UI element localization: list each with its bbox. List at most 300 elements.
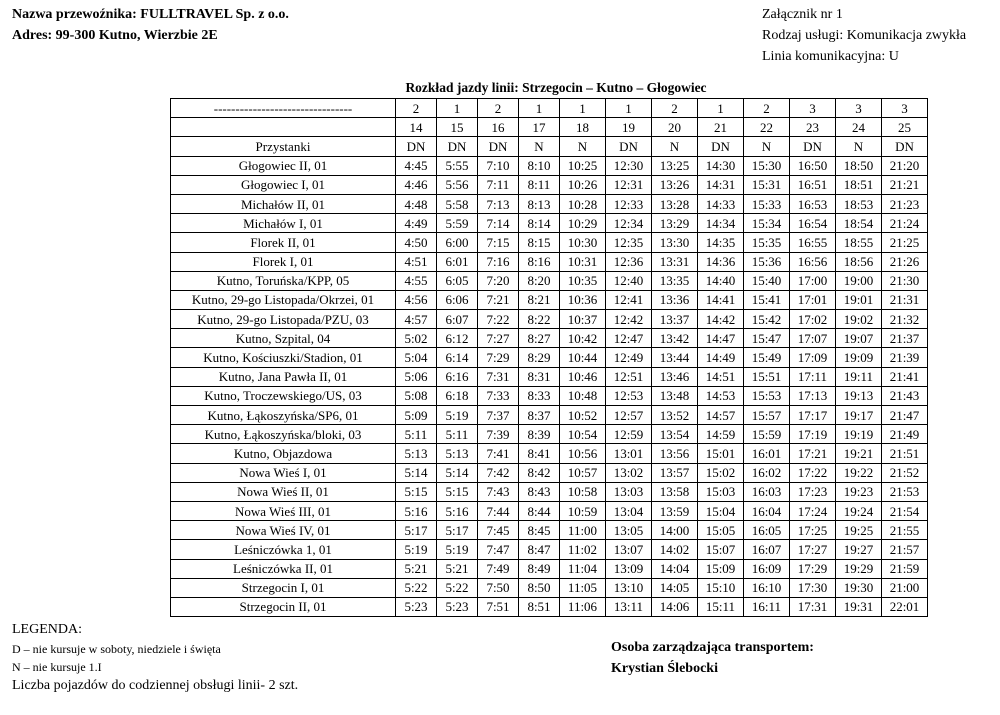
departure-time: 8:43 <box>519 482 560 501</box>
departure-time: 18:53 <box>836 194 882 213</box>
departure-time: 13:48 <box>652 386 698 405</box>
departure-time: 21:23 <box>882 194 928 213</box>
course-row-cell: 14 <box>396 118 437 137</box>
departure-time: 21:52 <box>882 463 928 482</box>
departure-time: 14:36 <box>698 252 744 271</box>
table-row <box>171 578 928 597</box>
departure-time: 13:29 <box>652 214 698 233</box>
variant-row-cell: 2 <box>652 99 698 118</box>
departure-time: 15:51 <box>744 367 790 386</box>
table-row <box>171 501 928 520</box>
departure-time: 21:59 <box>882 559 928 578</box>
carrier-name: Nazwa przewoźnika: FULLTRAVEL Sp. z o.o. <box>12 7 289 22</box>
departure-time: 7:11 <box>478 175 519 194</box>
departure-time: 7:49 <box>478 559 519 578</box>
departure-time: 18:51 <box>836 175 882 194</box>
departure-time: 14:49 <box>698 348 744 367</box>
departure-time: 15:11 <box>698 597 744 616</box>
line-label: Linia komunikacyjna: U <box>762 49 899 64</box>
departure-time: 13:59 <box>652 501 698 520</box>
departure-time: 21:37 <box>882 329 928 348</box>
departure-time: 17:00 <box>790 271 836 290</box>
stop-name: Leśniczówka II, 01 <box>171 559 396 578</box>
departure-time: 5:04 <box>396 348 437 367</box>
stop-name: Kutno, 29-go Listopada/Okrzei, 01 <box>171 290 396 309</box>
marks-row-cell: DN <box>606 137 652 156</box>
departure-time: 10:37 <box>560 310 606 329</box>
stop-name: Kutno, Łąkoszyńska/bloki, 03 <box>171 425 396 444</box>
variant-row-cell: 1 <box>560 99 606 118</box>
manager-label: Osoba zarządzająca transportem: <box>611 640 814 655</box>
departure-time: 6:14 <box>437 348 478 367</box>
departure-time: 16:05 <box>744 521 790 540</box>
departure-time: 10:46 <box>560 367 606 386</box>
departure-time: 21:00 <box>882 578 928 597</box>
departure-time: 21:53 <box>882 482 928 501</box>
departure-time: 16:03 <box>744 482 790 501</box>
departure-time: 5:19 <box>396 540 437 559</box>
departure-time: 13:25 <box>652 156 698 175</box>
departure-time: 21:26 <box>882 252 928 271</box>
departure-time: 5:14 <box>437 463 478 482</box>
departure-time: 12:35 <box>606 233 652 252</box>
variant-row-cell: 3 <box>882 99 928 118</box>
departure-time: 12:53 <box>606 386 652 405</box>
departure-time: 16:55 <box>790 233 836 252</box>
stop-name: Nowa Wieś II, 01 <box>171 482 396 501</box>
departure-time: 14:06 <box>652 597 698 616</box>
departure-time: 21:30 <box>882 271 928 290</box>
departure-time: 13:52 <box>652 406 698 425</box>
departure-time: 14:59 <box>698 425 744 444</box>
departure-time: 21:20 <box>882 156 928 175</box>
departure-time: 15:40 <box>744 271 790 290</box>
transport-manager <box>611 637 814 679</box>
departure-time: 8:51 <box>519 597 560 616</box>
departure-time: 21:24 <box>882 214 928 233</box>
departure-time: 16:56 <box>790 252 836 271</box>
stop-name: Kutno, Toruńska/KPP, 05 <box>171 271 396 290</box>
departure-time: 7:50 <box>478 578 519 597</box>
departure-time: 5:22 <box>437 578 478 597</box>
variant-row-cell: 2 <box>478 99 519 118</box>
departure-time: 17:13 <box>790 386 836 405</box>
departure-time: 17:17 <box>790 406 836 425</box>
departure-time: 12:59 <box>606 425 652 444</box>
course-row-cell: 22 <box>744 118 790 137</box>
departure-time: 19:31 <box>836 597 882 616</box>
departure-time: 7:15 <box>478 233 519 252</box>
departure-time: 7:47 <box>478 540 519 559</box>
departure-time: 5:19 <box>437 540 478 559</box>
course-row-cell: 17 <box>519 118 560 137</box>
timetable-title: Rozkład jazdy linii: Strzegocin – Kutno – Głogowiec <box>405 80 707 95</box>
departure-time: 13:07 <box>606 540 652 559</box>
legend-item-n: N – nie kursuje 1.I <box>12 660 102 674</box>
departure-time: 17:02 <box>790 310 836 329</box>
course-row-cell: 20 <box>652 118 698 137</box>
departure-time: 5:23 <box>396 597 437 616</box>
departure-time: 21:51 <box>882 444 928 463</box>
departure-time: 14:34 <box>698 214 744 233</box>
departure-time: 6:06 <box>437 290 478 309</box>
departure-time: 8:33 <box>519 386 560 405</box>
manager-name: Krystian Ślebocki <box>611 661 718 676</box>
departure-time: 17:01 <box>790 290 836 309</box>
departure-time: 11:06 <box>560 597 606 616</box>
departure-time: 5:09 <box>396 406 437 425</box>
departure-time: 8:14 <box>519 214 560 233</box>
departure-time: 12:57 <box>606 406 652 425</box>
marks-row-cell: DN <box>437 137 478 156</box>
departure-time: 6:18 <box>437 386 478 405</box>
departure-time: 4:46 <box>396 175 437 194</box>
departure-time: 15:33 <box>744 194 790 213</box>
legend <box>12 620 298 696</box>
departure-time: 17:21 <box>790 444 836 463</box>
departure-time: 8:42 <box>519 463 560 482</box>
table-row <box>171 214 928 233</box>
departure-time: 10:59 <box>560 501 606 520</box>
stop-name: Kutno, Kościuszki/Stadion, 01 <box>171 348 396 367</box>
departure-time: 10:35 <box>560 271 606 290</box>
departure-time: 18:55 <box>836 233 882 252</box>
departure-time: 21:25 <box>882 233 928 252</box>
departure-time: 13:04 <box>606 501 652 520</box>
legend-item-d: D – nie kursuje w soboty, niedziele i święta <box>12 642 221 656</box>
departure-time: 5:17 <box>437 521 478 540</box>
departure-time: 13:11 <box>606 597 652 616</box>
departure-time: 15:57 <box>744 406 790 425</box>
departure-time: 7:21 <box>478 290 519 309</box>
departure-time: 17:07 <box>790 329 836 348</box>
departure-time: 13:35 <box>652 271 698 290</box>
course-row-cell: 24 <box>836 118 882 137</box>
departure-time: 16:02 <box>744 463 790 482</box>
departure-time: 14:31 <box>698 175 744 194</box>
departure-time: 10:26 <box>560 175 606 194</box>
departure-time: 8:11 <box>519 175 560 194</box>
departure-time: 5:17 <box>396 521 437 540</box>
departure-time: 22:01 <box>882 597 928 616</box>
departure-time: 15:10 <box>698 578 744 597</box>
marks-row-cell: N <box>560 137 606 156</box>
departure-time: 7:29 <box>478 348 519 367</box>
stop-name: Kutno, Łąkoszyńska/SP6, 01 <box>171 406 396 425</box>
departure-time: 17:22 <box>790 463 836 482</box>
departure-time: 10:48 <box>560 386 606 405</box>
departure-time: 8:47 <box>519 540 560 559</box>
course-row-cell: 23 <box>790 118 836 137</box>
table-row <box>171 329 928 348</box>
stop-name: Kutno, 29-go Listopada/PZU, 03 <box>171 310 396 329</box>
table-row <box>171 386 928 405</box>
departure-time: 7:27 <box>478 329 519 348</box>
departure-time: 5:23 <box>437 597 478 616</box>
departure-time: 4:56 <box>396 290 437 309</box>
departure-time: 7:10 <box>478 156 519 175</box>
stop-name: Głogowiec II, 01 <box>171 156 396 175</box>
marks-row-cell: DN <box>396 137 437 156</box>
departure-time: 17:30 <box>790 578 836 597</box>
table-row <box>171 444 928 463</box>
departure-time: 6:00 <box>437 233 478 252</box>
departure-time: 8:21 <box>519 290 560 309</box>
stop-name: Strzegocin I, 01 <box>171 578 396 597</box>
departure-time: 13:05 <box>606 521 652 540</box>
departure-time: 17:27 <box>790 540 836 559</box>
departure-time: 4:50 <box>396 233 437 252</box>
departure-time: 17:29 <box>790 559 836 578</box>
departure-time: 16:53 <box>790 194 836 213</box>
departure-time: 12:31 <box>606 175 652 194</box>
departure-time: 5:14 <box>396 463 437 482</box>
table-row <box>171 521 928 540</box>
table-row <box>171 482 928 501</box>
departure-time: 8:31 <box>519 367 560 386</box>
departure-time: 4:51 <box>396 252 437 271</box>
marks-row-cell: DN <box>882 137 928 156</box>
table-row <box>171 367 928 386</box>
departure-time: 10:31 <box>560 252 606 271</box>
departure-time: 19:21 <box>836 444 882 463</box>
departure-time: 8:27 <box>519 329 560 348</box>
marks-row-cell: N <box>519 137 560 156</box>
stop-name: Michałów II, 01 <box>171 194 396 213</box>
course-row-cell: 15 <box>437 118 478 137</box>
departure-time: 8:29 <box>519 348 560 367</box>
stop-name: Głogowiec I, 01 <box>171 175 396 194</box>
departure-time: 5:15 <box>437 482 478 501</box>
departure-time: 18:56 <box>836 252 882 271</box>
departure-time: 19:13 <box>836 386 882 405</box>
departure-time: 10:54 <box>560 425 606 444</box>
stop-name: Nowa Wieś I, 01 <box>171 463 396 482</box>
departure-time: 6:07 <box>437 310 478 329</box>
departure-time: 15:01 <box>698 444 744 463</box>
departure-time: 14:00 <box>652 521 698 540</box>
departure-time: 15:05 <box>698 521 744 540</box>
departure-time: 17:31 <box>790 597 836 616</box>
departure-time: 14:40 <box>698 271 744 290</box>
departure-time: 12:41 <box>606 290 652 309</box>
departure-time: 13:28 <box>652 194 698 213</box>
stop-name: Nowa Wieś IV, 01 <box>171 521 396 540</box>
departure-time: 10:42 <box>560 329 606 348</box>
departure-time: 13:03 <box>606 482 652 501</box>
departure-time: 15:53 <box>744 386 790 405</box>
departure-time: 14:33 <box>698 194 744 213</box>
departure-time: 10:44 <box>560 348 606 367</box>
departure-time: 21:49 <box>882 425 928 444</box>
departure-time: 12:34 <box>606 214 652 233</box>
departure-time: 8:37 <box>519 406 560 425</box>
departure-time: 15:49 <box>744 348 790 367</box>
departure-time: 5:58 <box>437 194 478 213</box>
departure-time: 16:09 <box>744 559 790 578</box>
departure-time: 11:05 <box>560 578 606 597</box>
departure-time: 7:45 <box>478 521 519 540</box>
departure-time: 5:19 <box>437 406 478 425</box>
departure-time: 21:54 <box>882 501 928 520</box>
departure-time: 13:56 <box>652 444 698 463</box>
marks-row-cell: DN <box>478 137 519 156</box>
departure-time: 5:21 <box>396 559 437 578</box>
table-row <box>171 559 928 578</box>
departure-time: 13:09 <box>606 559 652 578</box>
departure-time: 21:41 <box>882 367 928 386</box>
departure-time: 14:05 <box>652 578 698 597</box>
departure-time: 18:50 <box>836 156 882 175</box>
vehicle-count: Liczba pojazdów do codziennej obsługi linii- 2 szt. <box>12 678 299 693</box>
departure-time: 16:51 <box>790 175 836 194</box>
course-row-cell: 19 <box>606 118 652 137</box>
departure-time: 16:10 <box>744 578 790 597</box>
departure-time: 13:02 <box>606 463 652 482</box>
departure-time: 8:41 <box>519 444 560 463</box>
departure-time: 8:50 <box>519 578 560 597</box>
departure-time: 5:08 <box>396 386 437 405</box>
departure-time: 21:47 <box>882 406 928 425</box>
departure-time: 8:45 <box>519 521 560 540</box>
departure-time: 5:55 <box>437 156 478 175</box>
course-row-cell: 21 <box>698 118 744 137</box>
departure-time: 7:16 <box>478 252 519 271</box>
departure-time: 17:19 <box>790 425 836 444</box>
departure-time: 5:56 <box>437 175 478 194</box>
departure-time: 15:59 <box>744 425 790 444</box>
departure-time: 7:51 <box>478 597 519 616</box>
departure-time: 8:15 <box>519 233 560 252</box>
table-row <box>171 233 928 252</box>
departure-time: 5:22 <box>396 578 437 597</box>
stop-name: Florek I, 01 <box>171 252 396 271</box>
departure-time: 19:11 <box>836 367 882 386</box>
departure-time: 7:37 <box>478 406 519 425</box>
variant-row-cell: 1 <box>606 99 652 118</box>
departure-time: 17:24 <box>790 501 836 520</box>
departure-time: 19:19 <box>836 425 882 444</box>
departure-time: 13:10 <box>606 578 652 597</box>
departure-time: 19:09 <box>836 348 882 367</box>
marks-row-cell: DN <box>790 137 836 156</box>
table-row <box>171 348 928 367</box>
table-row <box>171 406 928 425</box>
departure-time: 12:42 <box>606 310 652 329</box>
table-row <box>171 597 928 616</box>
stop-name: Strzegocin II, 01 <box>171 597 396 616</box>
departure-time: 21:43 <box>882 386 928 405</box>
departure-time: 5:16 <box>437 501 478 520</box>
departure-time: 8:39 <box>519 425 560 444</box>
departure-time: 7:39 <box>478 425 519 444</box>
departure-time: 14:47 <box>698 329 744 348</box>
departure-time: 19:22 <box>836 463 882 482</box>
table-row <box>171 425 928 444</box>
departure-time: 7:13 <box>478 194 519 213</box>
variant-row-cell: 2 <box>396 99 437 118</box>
timetable-table <box>170 98 928 617</box>
departure-time: 12:30 <box>606 156 652 175</box>
departure-time: 11:02 <box>560 540 606 559</box>
stop-name: Leśniczówka 1, 01 <box>171 540 396 559</box>
dashes-cell: -------------------------------- <box>171 99 396 118</box>
carrier-header <box>12 4 289 46</box>
departure-time: 12:51 <box>606 367 652 386</box>
table-row <box>171 194 928 213</box>
departure-time: 6:12 <box>437 329 478 348</box>
departure-time: 19:00 <box>836 271 882 290</box>
departure-time: 19:07 <box>836 329 882 348</box>
table-row <box>171 271 928 290</box>
variant-row-cell: 1 <box>698 99 744 118</box>
stop-name: Michałów I, 01 <box>171 214 396 233</box>
departure-time: 7:20 <box>478 271 519 290</box>
departure-time: 16:04 <box>744 501 790 520</box>
departure-time: 19:24 <box>836 501 882 520</box>
departure-time: 19:30 <box>836 578 882 597</box>
departure-time: 8:16 <box>519 252 560 271</box>
variant-row-cell: 3 <box>836 99 882 118</box>
table-row <box>171 463 928 482</box>
legend-title: LEGENDA: <box>12 622 82 637</box>
departure-time: 18:54 <box>836 214 882 233</box>
departure-time: 14:02 <box>652 540 698 559</box>
departure-time: 21:55 <box>882 521 928 540</box>
departure-time: 5:11 <box>396 425 437 444</box>
departure-time: 15:36 <box>744 252 790 271</box>
departure-time: 10:36 <box>560 290 606 309</box>
departure-time: 6:01 <box>437 252 478 271</box>
departure-time: 15:03 <box>698 482 744 501</box>
departure-time: 17:11 <box>790 367 836 386</box>
departure-time: 16:01 <box>744 444 790 463</box>
departure-time: 15:09 <box>698 559 744 578</box>
marks-row-cell: N <box>744 137 790 156</box>
table-row <box>171 290 928 309</box>
stop-name: Nowa Wieś III, 01 <box>171 501 396 520</box>
variant-row-cell: 1 <box>437 99 478 118</box>
departure-time: 17:25 <box>790 521 836 540</box>
variant-row-cell: 2 <box>744 99 790 118</box>
departure-time: 19:23 <box>836 482 882 501</box>
departure-time: 15:02 <box>698 463 744 482</box>
departure-time: 19:17 <box>836 406 882 425</box>
marks-row-cell: DN <box>698 137 744 156</box>
departure-time: 8:49 <box>519 559 560 578</box>
course-row <box>171 118 928 137</box>
departure-time: 14:42 <box>698 310 744 329</box>
departure-time: 11:00 <box>560 521 606 540</box>
departure-time: 5:13 <box>437 444 478 463</box>
departure-time: 13:44 <box>652 348 698 367</box>
departure-time: 12:40 <box>606 271 652 290</box>
marks-row-cell: N <box>652 137 698 156</box>
departure-time: 5:02 <box>396 329 437 348</box>
departure-time: 10:52 <box>560 406 606 425</box>
departure-time: 21:57 <box>882 540 928 559</box>
departure-time: 13:54 <box>652 425 698 444</box>
departure-time: 15:31 <box>744 175 790 194</box>
departure-time: 14:30 <box>698 156 744 175</box>
departure-time: 12:33 <box>606 194 652 213</box>
variant-row <box>171 99 928 118</box>
departure-time: 5:11 <box>437 425 478 444</box>
departure-time: 7:33 <box>478 386 519 405</box>
departure-time: 5:21 <box>437 559 478 578</box>
variant-row-cell: 1 <box>519 99 560 118</box>
departure-time: 10:28 <box>560 194 606 213</box>
